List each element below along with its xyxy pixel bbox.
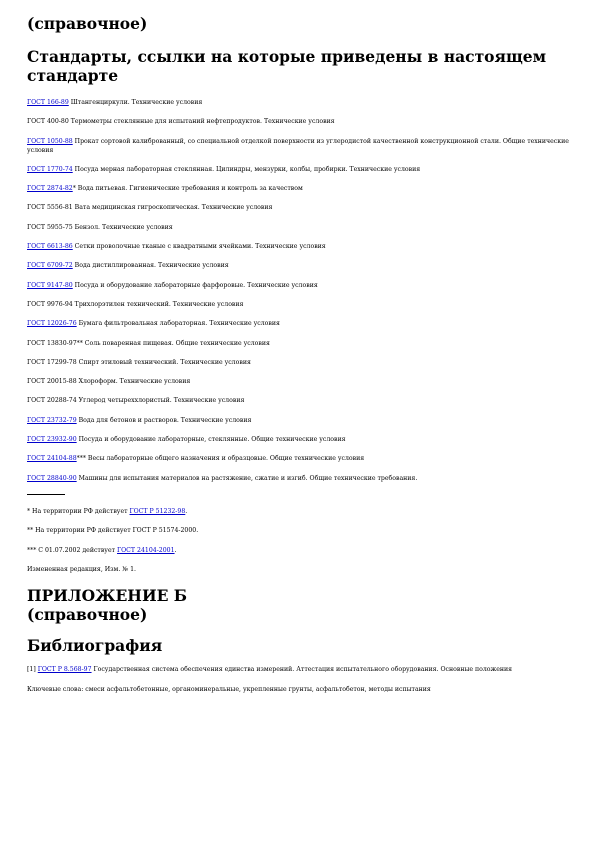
standard-code: ГОСТ 17299-78 [27, 358, 77, 366]
standard-link[interactable]: ГОСТ 23932-90 [27, 436, 77, 444]
section-title: Стандарты, ссылки на которые приведены в настоящем стандарте [27, 47, 547, 85]
standard-link[interactable]: ГОСТ 12026-76 [27, 320, 77, 328]
standard-entry [27, 319, 572, 328]
edition-note: Измененная редакция, Изм. № 1. [27, 566, 137, 574]
standards-list [27, 98, 572, 483]
footnotes [27, 507, 572, 555]
standard-entry [27, 98, 572, 107]
standard-title: Термометры стеклянные для испытаний нефтепродуктов. Технические условия [68, 118, 335, 126]
standard-title: Бумага фильтровальная лабораторная. Технические условия [76, 320, 280, 328]
standard-title: Штангенциркули. Технические условия [68, 99, 203, 106]
standard-link[interactable]: ГОСТ 9147-80 [27, 281, 73, 289]
standard-title: Вода дистиллированная. Технические условия [72, 262, 229, 270]
standard-entry [27, 137, 572, 155]
standard-title: Бензол. Технические условия [72, 223, 173, 231]
standard-entry [27, 300, 572, 309]
standard-link[interactable]: ГОСТ 1770-74 [27, 165, 73, 173]
bibliography-text: Государственная система обеспечения единства измерений. Аттестация испытательного оборудования. Основные положения [91, 666, 513, 674]
standard-code: ГОСТ 400-80 [27, 118, 69, 126]
standard-entry [27, 435, 572, 444]
standard-entry [27, 416, 572, 425]
standard-title: Посуда мерная лабораторная стеклянная. Цилиндры, мензурки, колбы, пробирки. Технические условия [72, 165, 421, 173]
standard-title: Прокат сортовой калиброванный, со специальной отделкой поверхности из углеродистой качественной конструкционной стали. Общие технические условия [27, 137, 569, 154]
standard-entry [27, 184, 572, 193]
standard-entry [27, 281, 572, 290]
standard-code: ГОСТ 13830-97 [27, 339, 77, 347]
footnote-separator [27, 494, 65, 495]
standard-title: Сетки проволочные тканые с квадратными ячейками. Технические условия [72, 243, 326, 251]
standard-code: ГОСТ 9976-94 [27, 300, 73, 308]
standard-entry [27, 165, 572, 174]
footnote [27, 526, 572, 535]
footnote-text: ** На территории РФ действует ГОСТ Р 51574-2000. [27, 527, 199, 535]
standard-entry [27, 474, 572, 483]
footnote-text: *** С 01.07.2002 действует [27, 546, 118, 554]
footnote-text-end: . [174, 546, 177, 554]
footnote-text: * На территории РФ действует [27, 507, 130, 515]
standard-link[interactable]: ГОСТ 23732-79 [27, 416, 77, 424]
standard-link[interactable]: ГОСТ 6613-86 [27, 243, 73, 251]
footnote-text-end: . [185, 507, 188, 515]
standard-title: Спирт этиловый технический. Технические условия [76, 358, 251, 366]
standard-link[interactable]: ГОСТ 2874-82 [27, 185, 73, 193]
footnote [27, 507, 572, 516]
standard-title: Углерод четыреххлористый. Технические условия [76, 397, 245, 405]
footnote [27, 546, 572, 555]
appendix-title: ПРИЛОЖЕНИЕ Б [27, 586, 188, 606]
standard-title: Вода для бетонов и растворов. Технические условия [76, 416, 252, 424]
standard-entry [27, 339, 572, 348]
standard-entry [27, 242, 572, 251]
appendix-subtitle: (справочное) [27, 605, 148, 625]
document-page [27, 14, 572, 694]
standard-code: ГОСТ 5955-75 [27, 223, 73, 231]
bibliography-prefix: [1] [27, 666, 38, 674]
standard-code: ГОСТ 5556-81 [27, 204, 73, 212]
standard-entry [27, 377, 572, 386]
footnote-link[interactable]: ГОСТ Р 51232-98 [129, 507, 186, 515]
standard-code: ГОСТ 20288-74 [27, 397, 77, 405]
standard-entry [27, 358, 572, 367]
bibliography-link[interactable]: ГОСТ Р 8.568-97 [37, 666, 92, 674]
standard-entry [27, 396, 572, 405]
standard-title: Хлороформ. Технические условия [76, 378, 191, 386]
keywords: Ключевые слова: смеси асфальтобетонные, органоминеральные, укрепленные грунты, асфальтобетон, методы испытания [27, 686, 431, 694]
standard-entry [27, 203, 572, 212]
bibliography-heading: Библиография [27, 636, 163, 656]
standard-code: ГОСТ 20015-88 [27, 378, 77, 386]
standard-entry [27, 223, 572, 232]
standard-link[interactable]: ГОСТ 24104-88 [27, 455, 77, 463]
bibliography-entry [27, 665, 572, 674]
standard-title: *** Весы лабораторные общего назначения и образцовые. Общие технические условия [76, 455, 365, 463]
standard-entry [27, 117, 572, 126]
standard-title: ** Соль поваренная пищевая. Общие технические условия [76, 339, 270, 347]
standard-title: Трихлорэтилен технический. Технические условия [72, 300, 244, 308]
section-subtitle: (справочное) [27, 14, 148, 33]
standard-link[interactable]: ГОСТ 28840-90 [27, 474, 77, 482]
standard-title: * Вода питьевая. Гигиенические требования и контроль за качеством [72, 185, 303, 193]
standard-entry [27, 454, 572, 463]
standard-title: Посуда и оборудование лабораторные фарфоровые. Технические условия [72, 281, 318, 289]
standard-link[interactable]: ГОСТ 6709-72 [27, 262, 73, 270]
standard-title: Машины для испытания материалов на растяжение, сжатие и изгиб. Общие технические требования. [76, 474, 418, 482]
standard-entry [27, 261, 572, 270]
standard-link[interactable]: ГОСТ 1050-88 [27, 137, 73, 145]
standard-title: Вата медицинская гигроскопическая. Технические условия [72, 204, 273, 212]
standard-link[interactable]: ГОСТ 166-89 [27, 99, 69, 106]
standard-title: Посуда и оборудование лабораторные, стеклянные. Общие технические условия [76, 436, 346, 444]
footnote-link[interactable]: ГОСТ 24104-2001 [117, 546, 175, 554]
